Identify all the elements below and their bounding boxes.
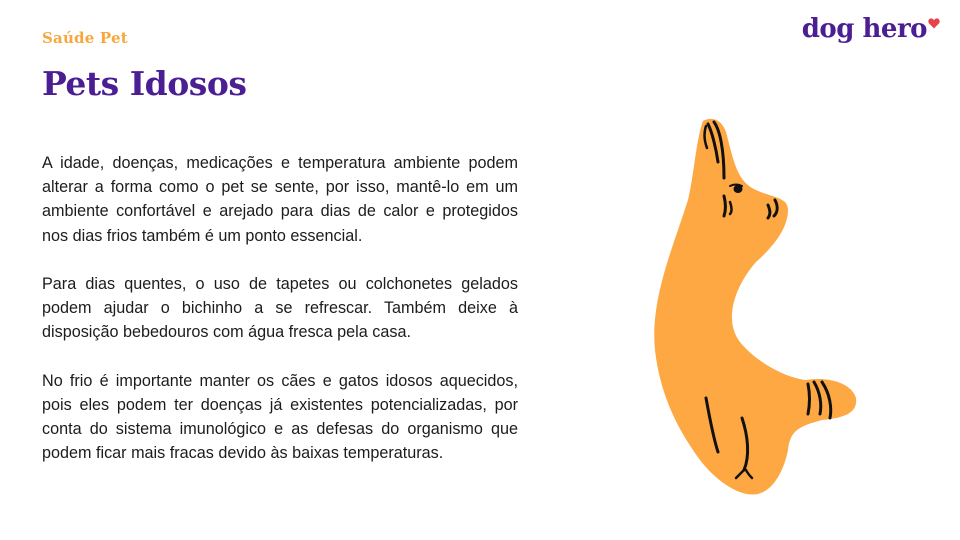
paragraph-2: Para dias quentes, o uso de tapetes ou colchonetes gelados podem ajudar o bichinho a se refrescar. Também deixe à disposição bebedouros com água fresca pela casa. xyxy=(42,275,518,342)
stretching-dog-illustration xyxy=(640,112,870,502)
body-text xyxy=(42,151,518,490)
paragraph-3: No frio é importante manter os cães e gatos idosos aquecidos, pois eles podem ter doenças já existentes potencializadas, por conta do sistema imunológico e as defesas do organismo que podem ficar mais fracas devido às baixas temperaturas. xyxy=(42,371,518,463)
paragraph-1: A idade, doenças, medicações e temperatura ambiente podem alterar a forma como o pet se sente, por isso, mantê-lo em um ambiente confortável e arejado para dias de calor e protegidos nos dias frios também é um ponto essencial. xyxy=(42,154,518,245)
section-eyebrow: Saúde Pet xyxy=(42,29,128,47)
heart-icon xyxy=(928,18,940,29)
dog-hero-logo xyxy=(802,14,940,44)
logo-text: dog hero xyxy=(801,14,927,44)
page-title: Pets Idosos xyxy=(42,64,247,103)
